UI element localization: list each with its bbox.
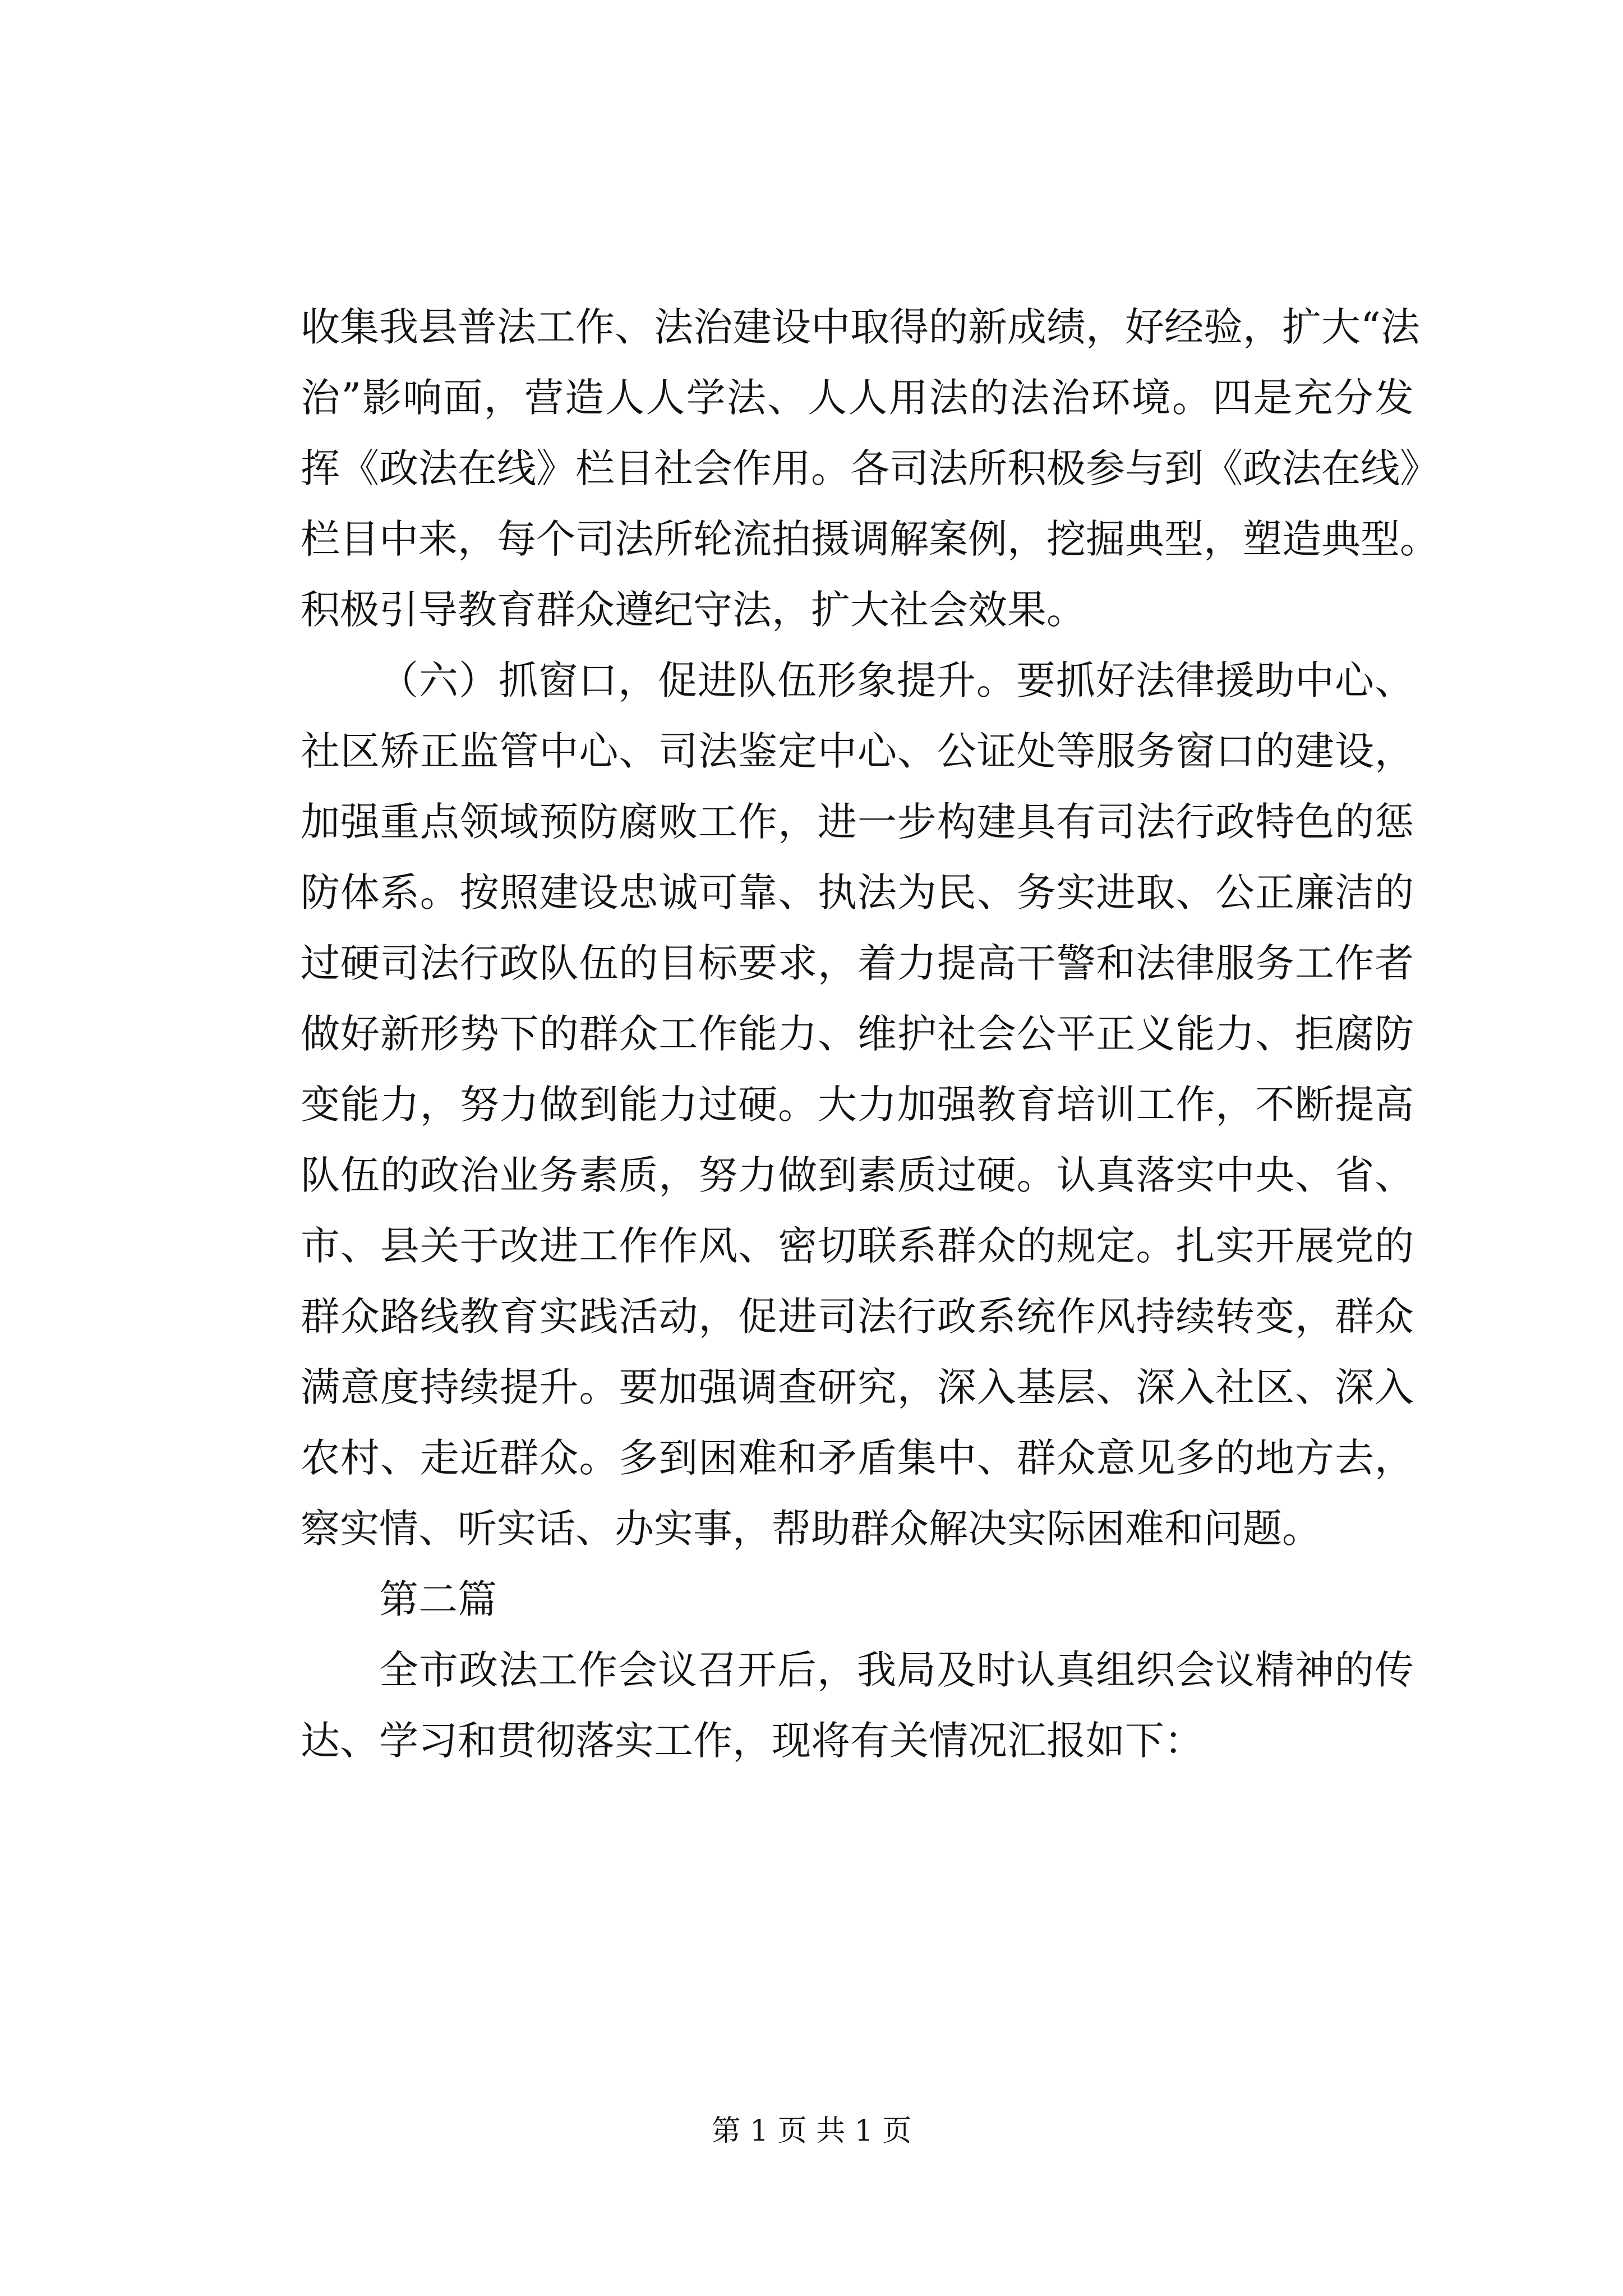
text-line: 队伍的政治业务素质，努力做到素质过硬。认真落实中央、省、 [301, 1152, 1414, 1198]
text-line: 察实情、听实话、办实事，帮助群众解决实际困难和问题。 [301, 1506, 1321, 1552]
text-line: 栏目中来，每个司法所轮流拍摄调解案例，挖掘典型，塑造典型。 [301, 516, 1439, 562]
text-line: 收集我县普法工作、法治建设中取得的新成绩，好经验，扩大“法 [301, 304, 1420, 350]
chapter-heading: 第二篇 [379, 1576, 497, 1622]
text-line: 达、学习和贯彻落实工作，现将有关情况汇报如下： [301, 1718, 1204, 1764]
text-line: 挥《政法在线》栏目社会作用。各司法所积极参与到《政法在线》 [301, 445, 1439, 491]
text-line: 满意度持续提升。要加强调查研究，深入基层、深入社区、深入 [301, 1364, 1414, 1410]
text-line: 农村、走近群众。多到困难和矛盾集中、群众意见多的地方去， [301, 1435, 1414, 1481]
text-line: 市、县关于改进工作作风、密切联系群众的规定。扎实开展党的 [301, 1223, 1414, 1269]
text-line: 社区矫正监管中心、司法鉴定中心、公证处等服务窗口的建设， [301, 728, 1414, 774]
text-line: 做好新形势下的群众工作能力、维护社会公平正义能力、拒腐防 [301, 1011, 1414, 1057]
text-line: 加强重点领域预防腐败工作，进一步构建具有司法行政特色的惩 [301, 799, 1414, 845]
text-line: 过硬司法行政队伍的目标要求，着力提高干警和法律服务工作者 [301, 940, 1414, 986]
section-heading-line: （六）抓窗口，促进队伍形象提升。要抓好法律援助中心、 [379, 657, 1414, 703]
text-line: 群众路线教育实践活动，促进司法行政系统作风持续转变，群众 [301, 1294, 1414, 1340]
text-line: 积极引导教育群众遵纪守法，扩大社会效果。 [301, 587, 1086, 633]
text-line: 防体系。按照建设忠诚可靠、执法为民、务实进取、公正廉洁的 [301, 869, 1414, 915]
document-body [301, 292, 1439, 1776]
text-line: 全市政法工作会议召开后，我局及时认真组织会议精神的传 [379, 1647, 1414, 1693]
text-line: 变能力，努力做到能力过硬。大力加强教育培训工作，不断提高 [301, 1082, 1414, 1128]
text-line: 治”影响面，营造人人学法、人人用法的法治环境。四是充分发 [301, 375, 1414, 421]
page-number-footer: 第 1 页 共 1 页 [711, 2114, 912, 2148]
